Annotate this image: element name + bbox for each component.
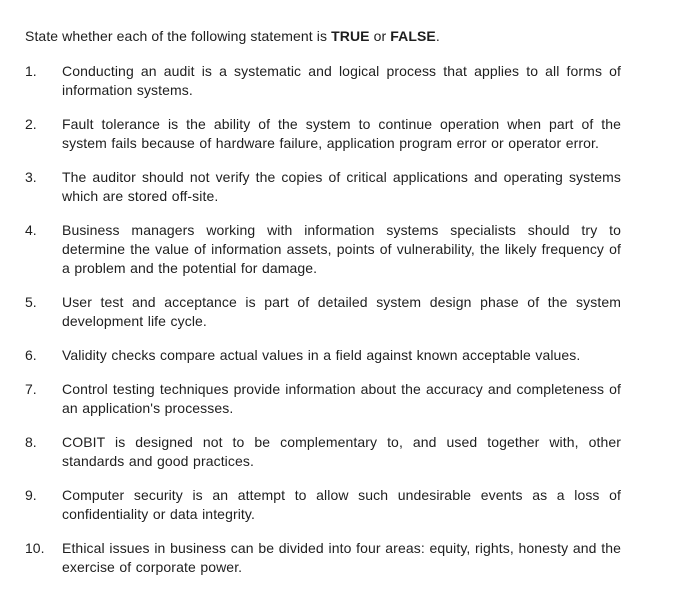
statement-item-4 <box>25 221 621 278</box>
instructions-prefix: State whether each of the following statement is <box>25 28 332 44</box>
statement-text: Business managers working with information systems specialists should try to determine the value of information assets, points of vulnerability, the likely frequency of a problem and the potential for damage. <box>62 222 621 276</box>
statement-number: 10. <box>25 540 45 556</box>
statement-item-9 <box>25 486 621 524</box>
statement-text: Control testing techniques provide information about the accuracy and completeness of an application's processes. <box>62 381 621 416</box>
statement-number: 6. <box>25 347 37 363</box>
statement-text: Validity checks compare actual values in a field against known acceptable values. <box>62 347 581 363</box>
false-keyword: FALSE <box>390 28 436 44</box>
statement-text: User test and acceptance is part of detailed system design phase of the system development life cycle. <box>62 294 621 329</box>
statement-number: 1. <box>25 63 37 79</box>
statement-number: 5. <box>25 294 37 310</box>
statement-item-2 <box>25 115 621 153</box>
statement-item-6 <box>25 346 621 365</box>
statement-number: 9. <box>25 487 37 503</box>
statement-item-3 <box>25 168 621 206</box>
statement-item-1 <box>25 62 621 100</box>
statement-text: COBIT is designed not to be complementary to, and used together with, other standards and good practices. <box>62 434 621 469</box>
statement-text: The auditor should not verify the copies of critical applications and operating systems which are stored off-site. <box>62 169 621 204</box>
statement-item-7 <box>25 380 621 418</box>
statement-item-5 <box>25 293 621 331</box>
statement-text: Ethical issues in business can be divided into four areas: equity, rights, honesty and the exercise of corporate power. <box>62 540 621 575</box>
statement-item-8 <box>25 433 621 471</box>
statement-text: Conducting an audit is a systematic and logical process that applies to all forms of information systems. <box>62 63 621 98</box>
instructions-suffix: . <box>435 28 440 44</box>
statement-number: 3. <box>25 169 37 185</box>
statement-number: 7. <box>25 381 37 397</box>
statement-text: Computer security is an attempt to allow such undesirable events as a loss of confidentiality or data integrity. <box>62 487 621 522</box>
statement-number: 2. <box>25 116 37 132</box>
statement-item-10 <box>25 539 621 577</box>
statement-number: 8. <box>25 434 37 450</box>
true-keyword: TRUE <box>331 28 370 44</box>
statement-number: 4. <box>25 222 37 238</box>
instructions-line <box>25 27 621 46</box>
statement-text: Fault tolerance is the ability of the system to continue operation when part of the system fails because of hardware failure, application program error or operator error. <box>62 116 621 151</box>
instructions-middle: or <box>369 28 391 44</box>
